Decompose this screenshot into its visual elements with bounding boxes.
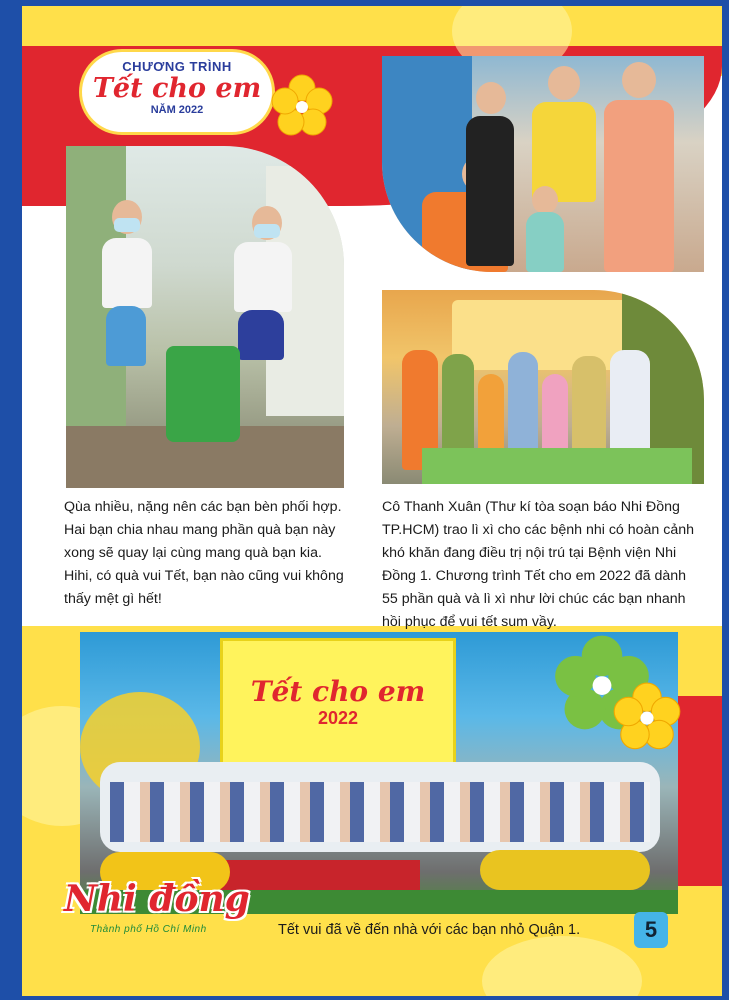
caption-left: Qùa nhiều, nặng nên các bạn bèn phối hợp. Hai bạn chia nhau mang phần quà bạn này xong sẽ quay lại cùng mang quà bạn kia. Hihi, có quà vui Tết, bạn nào cũng vui không thấy mệt gì hết! bbox=[64, 499, 344, 607]
page-number: 5 bbox=[634, 912, 668, 948]
program-title-badge bbox=[82, 52, 272, 132]
nhi-dong-logo bbox=[64, 878, 274, 948]
program-year: NĂM 2022 bbox=[150, 104, 204, 116]
yellow-flower-icon bbox=[612, 682, 682, 752]
photo-students-carrying-gifts bbox=[66, 146, 344, 488]
caption-bottom: Tết vui đã về đến nhà với các bạn nhỏ Quận 1. bbox=[278, 922, 581, 938]
program-label: CHƯƠNG TRÌNH bbox=[122, 59, 232, 74]
program-title: Tết cho em bbox=[92, 73, 262, 104]
event-banner-year: 2022 bbox=[317, 708, 359, 728]
event-banner-title: Tết cho em bbox=[250, 675, 426, 708]
photo-hospital-group bbox=[382, 290, 704, 484]
logo-title: Nhi đồng bbox=[64, 878, 250, 920]
caption-right: Cô Thanh Xuân (Thư kí tòa soạn báo Nhi Đồng TP.HCM) trao lì xì cho các bệnh nhi có hoàn cảnh khó khăn đang điều trị nội trú tại Bệnh viện Nhi Đồng 1. Chương trình Tết cho em 2022 đã dành 55 phần quà và lì xì như lời chúc các bạn nhanh hồi phục để vui tết sum vầy. bbox=[382, 499, 695, 630]
magazine-page bbox=[22, 6, 722, 996]
logo-subtitle: Thành phố Hồ Chí Minh bbox=[90, 924, 207, 935]
photo-giving-red-envelope bbox=[382, 56, 704, 272]
yellow-flower-icon bbox=[270, 74, 334, 138]
